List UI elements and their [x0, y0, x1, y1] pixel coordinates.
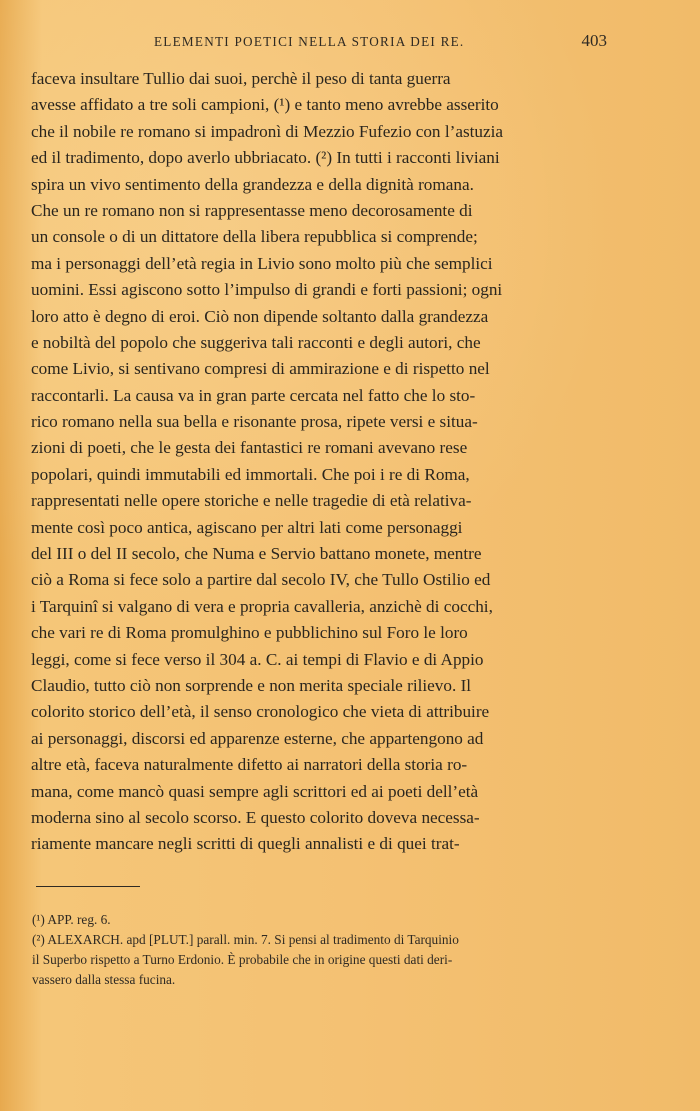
- running-title: ELEMENTI POETICI NELLA STORIA DEI RE.: [154, 34, 465, 49]
- text-line: uomini. Essi agiscono sotto l’impulso di grandi e forti passioni; ogni: [31, 280, 503, 300]
- text-line: avesse affidato a tre soli campioni, (¹) e tanto meno avrebbe asserito: [31, 95, 499, 115]
- text-line: zioni di poeti, che le gesta dei fantastici re romani avevano rese: [31, 438, 468, 458]
- text-line: e nobiltà del popolo che suggeriva tali racconti e degli autori, che: [31, 332, 481, 352]
- text-line: popolari, quindi immutabili ed immortali. Che poi i re di Roma,: [31, 464, 470, 484]
- text-line: ed il tradimento, dopo averlo ubbriacato. (²) In tutti i racconti liviani: [31, 148, 500, 168]
- text-line: come Livio, si sentivano compresi di ammirazione e di rispetto nel: [31, 359, 490, 379]
- footnote-separator: [36, 886, 140, 887]
- text-line: faceva insultare Tullio dai suoi, perchè il peso di tanta guerra: [31, 69, 451, 88]
- text-line: rappresentati nelle opere storiche e nelle tragedie di età relativa-: [31, 491, 472, 511]
- text-line: ciò a Roma si fece solo a partire dal secolo IV, che Tullo Ostilio ed: [31, 570, 491, 590]
- text-line: ai personaggi, discorsi ed apparenze esterne, che appartengono ad: [31, 728, 484, 748]
- text-line: loro atto è degno di eroi. Ciò non dipende soltanto dalla grandezza: [31, 306, 489, 326]
- footnote-2-line-3: vassero dalla stessa fucina.: [32, 972, 176, 987]
- running-header: [0, 31, 700, 55]
- text-line: moderna sino al secolo scorso. E questo colorito doveva necessa-: [31, 807, 480, 827]
- text-line: rico romano nella sua bella e risonante prosa, ripete versi e situa-: [31, 412, 478, 432]
- footnote-2-line-1: (²) ALEXARCH. apd [PLUT.] parall. min. 7. Si pensi al tradimento di Tarquinio: [32, 932, 459, 947]
- footnote-2-line-2: il Superbo rispetto a Turno Erdonio. È probabile che in origine questi dati deri-: [32, 952, 453, 967]
- text-line: del III o del II secolo, che Numa e Servio battano monete, mentre: [31, 544, 482, 564]
- text-line: che vari re di Roma promulghino e pubblichino sul Foro le loro: [31, 623, 468, 643]
- text-line-last: riamente mancare negli scritti di quegli annalisti e di quei trat-: [31, 834, 460, 854]
- main-text: [31, 66, 609, 858]
- text-line: che il nobile re romano si impadronì di Mezzio Fufezio con l’astuzia: [31, 121, 504, 141]
- text-line: leggi, come si fece verso il 304 a. C. ai tempi di Flavio e di Appio: [31, 649, 484, 669]
- footnote-1: (¹) APP. reg. 6.: [32, 912, 111, 927]
- text-line: Che un re romano non si rappresentasse meno decorosamente di: [31, 200, 473, 220]
- text-line: spira un vivo sentimento della grandezza e della dignità romana.: [31, 174, 474, 194]
- text-line: altre età, faceva naturalmente difetto ai narratori della storia ro-: [31, 755, 468, 775]
- text-line: Claudio, tutto ciò non sorprende e non merita speciale rilievo. Il: [31, 675, 472, 695]
- text-line: mana, come mancò quasi sempre agli scrittori ed ai poeti dell’età: [31, 781, 479, 801]
- text-line: i Tarquinî si valgano di vera e propria cavalleria, anzichè di cocchi,: [31, 596, 493, 616]
- footnotes: [32, 910, 610, 990]
- text-line: raccontarli. La causa va in gran parte cercata nel fatto che lo sto-: [31, 385, 476, 405]
- text-line: ma i personaggi dell’età regia in Livio sono molto più che semplici: [31, 253, 493, 273]
- text-line: un console o di un dittatore della libera repubblica si comprende;: [31, 227, 478, 247]
- page-number: 403: [581, 31, 607, 50]
- text-line: colorito storico dell’età, il senso cronologico che vieta di attribuire: [31, 702, 490, 722]
- text-line: mente così poco antica, agiscano per altri lati come personaggi: [31, 517, 463, 537]
